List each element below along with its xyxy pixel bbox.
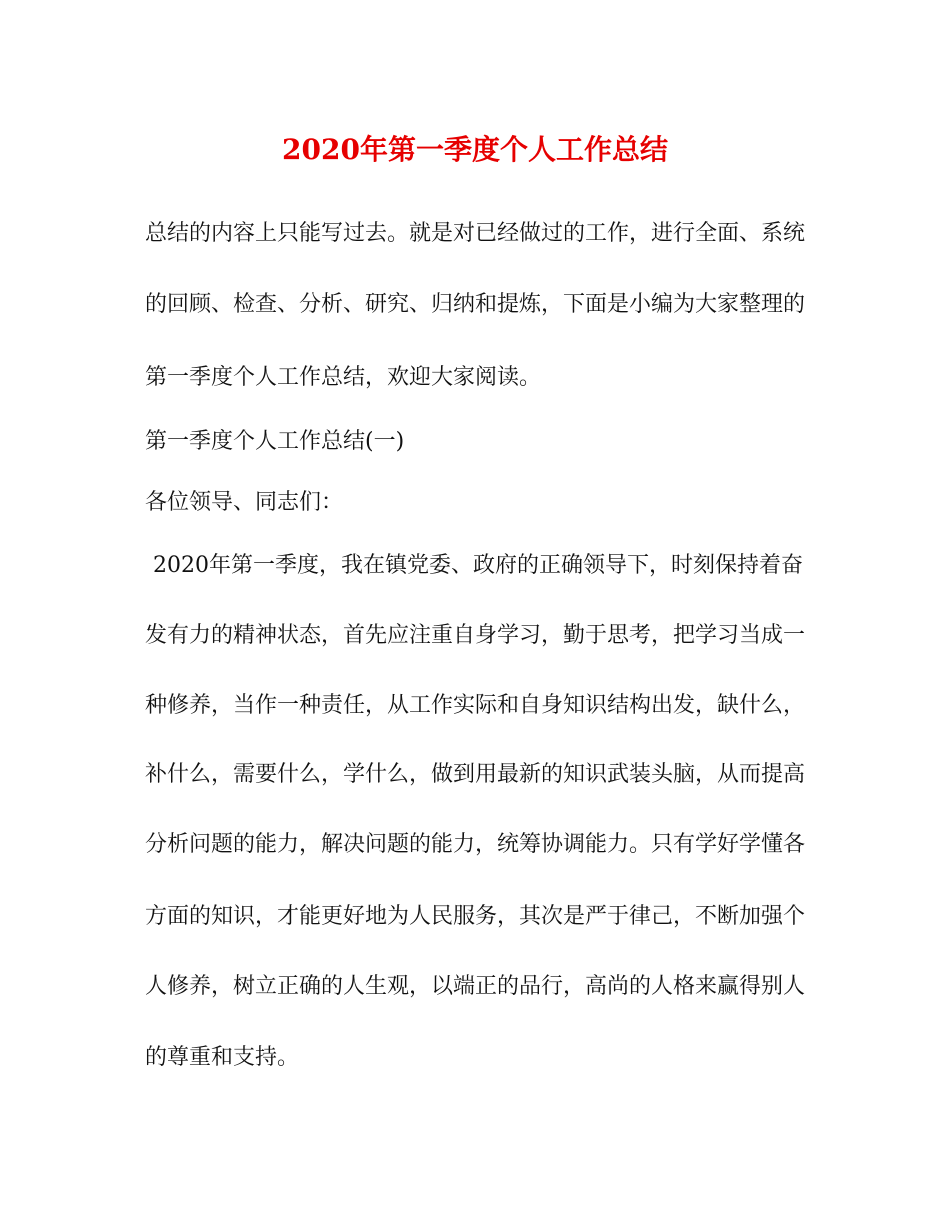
text-line: 补什么，需要什么，学什么，做到用最新的知识武装头脑，从而提高 [145, 762, 806, 787]
text-line: 第一季度个人工作总结，欢迎大家阅读。 [145, 365, 542, 390]
text-line: 2020年第一季度，我在镇党委、政府的正确领导下，时刻保持着奋 [153, 553, 803, 578]
salutation: 各位领导、同志们： [145, 490, 344, 515]
text-line: 发有力的精神状态，首先应注重自身学习，勤于思考，把学习当成一 [145, 623, 806, 648]
document-title: 2020年第一季度个人工作总结 [282, 133, 668, 166]
text-line: 总结的内容上只能写过去。就是对已经做过的工作，进行全面、系统 [145, 221, 806, 246]
text-line: 方面的知识，才能更好地为人民服务，其次是严于律己，不断加强个 [145, 904, 806, 929]
text-line: 种修养，当作一种责任，从工作实际和自身知识结构出发，缺什么， [145, 693, 806, 718]
text-line: 的尊重和支持。 [145, 1045, 300, 1070]
text-line: 人修养，树立正确的人生观，以端正的品行，高尚的人格来赢得别人 [145, 974, 806, 999]
section-heading: 第一季度个人工作总结(一) [145, 429, 405, 454]
text-line: 分析问题的能力，解决问题的能力，统筹协调能力。只有学好学懂各 [145, 832, 806, 857]
text-line: 的回顾、检查、分析、研究、归纳和提炼，下面是小编为大家整理的 [145, 292, 806, 317]
